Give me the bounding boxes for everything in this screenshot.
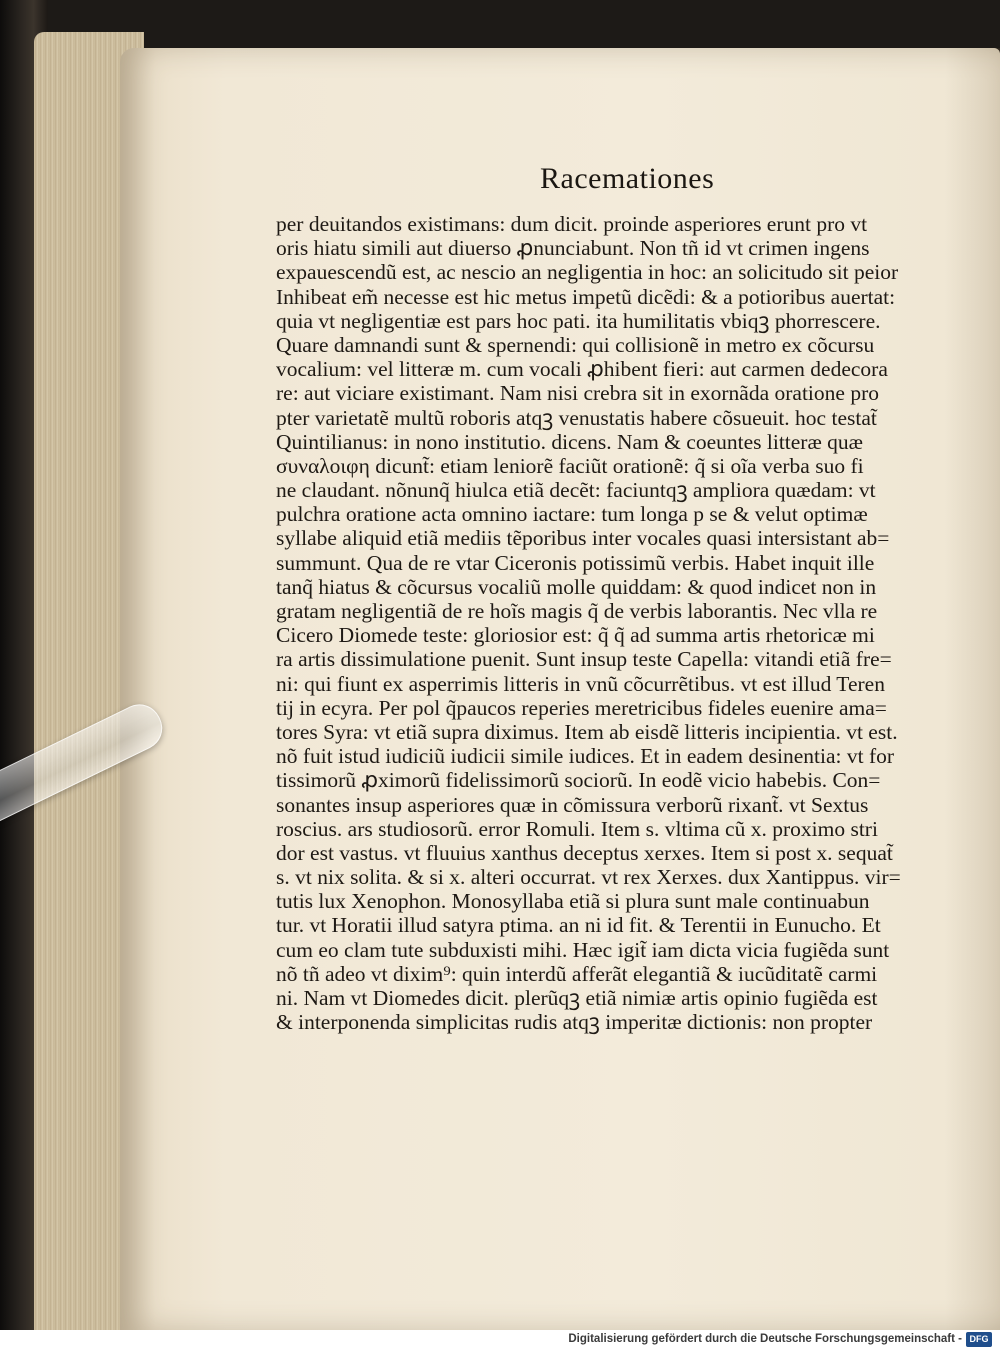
text-line: συναλοιφη dicunt̃: etiam leniorẽ faciũt orationẽ: q̃ si oĩa verba suo fi (276, 453, 864, 478)
text-line: syllabe aliquid etiã mediis tẽporibus inter vocales quasi intersistant ab= (276, 526, 890, 551)
text-line: roscius. ars studiosorũ. error Romuli. Item s. vltima cũ x. proximo stri (276, 816, 878, 841)
text-line: ra artis dissimulatione puenit. Sunt insup teste Capella: vitandi etiã fre= (276, 647, 892, 672)
text-line: nõ fuit istud iudiciũ iudicii simile iudices. Et in eadem desinentia: vt for (276, 744, 895, 769)
text-line: ni: qui fiunt ex asperrimis litteris in vnũ cõcurrẽtibus. vt est illud Teren (276, 671, 885, 696)
text-line: tanq̃ hiatus & cõcursus vocaliũ molle quiddam: & quod indicet non in (276, 574, 877, 599)
text-line: Quare damnandi sunt & spernendi: qui collisionẽ in metro ex cõcursu (276, 332, 875, 357)
text-line: gratam negligentiã de re hoĩs magis q̃ de verbis laborantis. Nec vlla re (276, 599, 878, 623)
footer-bar (0, 1330, 1000, 1350)
text-line: quia vt negligentiæ est pars hoc pati. ita humilitatis vbiqꝫ phorrescere. (276, 308, 881, 333)
text-line: tores Syra: vt etiã supra diximus. Item ab eisdẽ litteris incipientia. vt est. (276, 719, 898, 744)
body-text (276, 212, 936, 1034)
funding-credit: Digitalisierung gefördert durch die Deutsche Forschungsgemeinschaft - (568, 1333, 962, 1345)
text-line: pulchra oratione acta omnino iactare: tum longa p se & velut optimæ (276, 502, 868, 527)
text-line: tij in ecyra. Per pol q̃paucos reperies meretricibus fideles euenire ama= (276, 695, 887, 720)
text-line: tissimorũ ꝓximorũ fidelissimorũ sociorũ. In eodẽ vicio habebis. Con= (276, 768, 881, 793)
page-shading (945, 48, 1000, 1330)
text-line: ni. Nam vt Diomedes dicit. plerũqꝫ etiã nimiæ artis opinio fugiẽda est (276, 986, 878, 1010)
text-line: nõ tñ adeo vt dixim⁹: quin interdũ afferãt elegantiã & iucũditatẽ carmi (276, 961, 878, 986)
text-line: ne claudant. nõnunq̃ hiulca etiã decẽt: faciuntqꝫ ampliora quædam: vt (276, 478, 876, 503)
dfg-logo-icon: DFG (966, 1332, 992, 1347)
running-head: Racemationes (540, 162, 715, 195)
text-line: pter varietatẽ multũ roboris atqꝫ venustatis habere cõsueuit. hoc testat̃ (276, 405, 877, 430)
text-line: expauescendũ est, ac nescio an negligentia in hoc: an solicitudo sit peior (276, 260, 899, 285)
text-line: oris hiatu simili aut diuerso ꝓnunciabunt. Non tñ id vt crimen ingens (276, 236, 870, 261)
text-line: cum eo clam tute subduxisti mihi. Hæc igit̃ iam dicta vicia fugiẽda sunt (276, 937, 890, 962)
text-line: s. vt nix solita. & si x. alteri occurrat. vt rex Xerxes. dux Xantippus. vir= (276, 865, 901, 890)
text-line: re: aut viciare existimant. Nam nisi crebra sit in exornãda oratione pro (276, 381, 879, 406)
text-line: Cicero Diomede teste: gloriosior est: q̃ q̃ ad summa artis rhetoricæ mi (276, 623, 875, 648)
text-line: per deuitandos existimans: dum dicit. proinde asperiores erunt pro vt (276, 212, 868, 236)
text-line: & interponenda simplicitas rudis atqꝫ imperitæ dictionis: non propter (276, 1010, 873, 1035)
text-line: Inhibeat em̃ necesse est hic metus impetũ dicẽdi: & a potioribus auertat: (276, 284, 896, 309)
text-line: summunt. Qua de re vtar Ciceronis potissimũ verbis. Habet inquit ille (276, 550, 875, 575)
text-line: tur. vt Horatii illud satyra ptima. an ni id fit. & Terentii in Eunucho. Et (276, 913, 881, 938)
text-line: Quintilianus: in nono institutio. dicens. Nam & coeuntes litteræ quæ (276, 429, 864, 454)
text-line: tutis lux Xenophon. Monosyllaba etiã si plura sunt male continuabun (276, 889, 870, 914)
text-line: vocalium: vel litteræ m. cum vocali ꝓhibent fieri: aut carmen dedecora (276, 357, 888, 382)
text-line: dor est vastus. vt fluuius xanthus deceptus xerxes. Item si post x. sequat̃ (276, 840, 893, 865)
text-line: sonantes insup asperiores quæ in cõmissura verborũ rixant̃. vt Sextus (276, 792, 869, 817)
